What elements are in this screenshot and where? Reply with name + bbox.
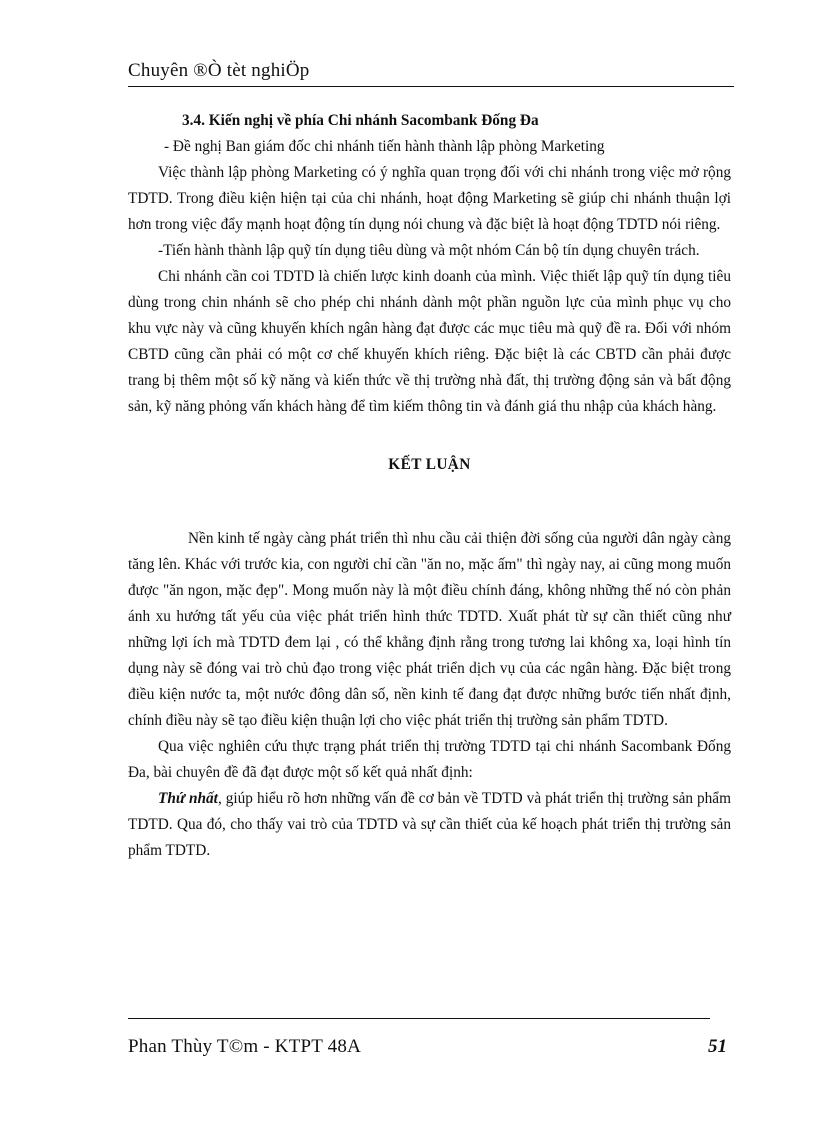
page-number: 51	[708, 1036, 727, 1057]
marketing-paragraph: Việc thành lập phòng Marketing có ý nghĩa quan trọng đối với chi nhánh trong việc mở rộng TDTD. Trong điều kiện hiện tại của chi nhánh, hoạt động Marketing sẽ giúp chi nhánh thuận lợi hơn trong việc đẩy mạnh hoạt động tín dụng nói chung và đặc biệt là hoạt động TDTD nói riêng.	[128, 164, 731, 233]
consumer-fund-line: -Tiến hành thành lập quỹ tín dụng tiêu dùng và một nhóm Cán bộ tín dụng chuyên trách.	[158, 242, 700, 259]
header-title: Chuyên ®Ò tèt nghiÖp	[128, 60, 310, 81]
footer-author: Phan Thùy T©m - KTPT 48A	[128, 1036, 361, 1057]
footer-rule	[128, 1018, 710, 1019]
section-heading: 3.4. Kiến nghị về phía Chi nhánh Sacombank Đống Đa	[182, 112, 539, 129]
first-point-lead: Thứ nhất	[158, 790, 218, 807]
first-point-paragraph	[128, 786, 731, 864]
proposal-marketing-line: - Đề nghị Ban giám đốc chi nhánh tiến hành thành lập phòng Marketing	[164, 138, 605, 155]
document-body	[128, 108, 731, 864]
first-point-text: , giúp hiểu rõ hơn những vấn đề cơ bản về TDTD và phát triển thị trường sản phẩm TDTD. Qua đó, cho thấy vai trò của TDTD và sự cần thiết của kế hoạch phát triển thị trường sản phẩm TDTD.	[128, 790, 731, 859]
conclusion-paragraph-2: Qua việc nghiên cứu thực trạng phát triển thị trường TDTD tại chi nhánh Sacombank Đống Đa, bài chuyên đề đã đạt được một số kết quả nhất định:	[128, 738, 731, 781]
strategy-paragraph: Chi nhánh cần coi TDTD là chiến lược kinh doanh của mình. Việc thiết lập quỹ tín dụng tiêu dùng trong chin nhánh sẽ cho phép chi nhánh dành một phần nguồn lực của mình phục vụ cho khu vực này và cũng khuyến khích ngân hàng đạt được các mục tiêu mà quỹ đề ra. Đối với nhóm CBTD cũng cần phải có một cơ chế khuyến khích riêng. Đặc biệt là các CBTD cần phải được trang bị thêm một số kỹ năng và kiến thức về thị trường nhà đất, thị trường động sản và bất động sản, kỹ năng phỏng vấn khách hàng để tìm kiếm thông tin và đánh giá thu nhập của khách hàng.	[128, 268, 731, 415]
conclusion-title: KẾT LUẬN	[388, 456, 471, 473]
page-header	[128, 56, 734, 87]
conclusion-paragraph-1: Nền kinh tế ngày càng phát triển thì nhu cầu cải thiện đời sống của người dân ngày càng tăng lên. Khác với trước kia, con người chỉ cần "ăn no, mặc ấm" thì ngày nay, ai cũng mong muốn được "ăn ngon, mặc đẹp". Mong muốn này là một điều chính đáng, không những thế nó còn phản ánh xu hướng tất yếu của việc phát triển hình thức TDTD. Xuất phát từ sự cần thiết cũng như những lợi ích mà TDTD đem lại , có thể khẳng định rằng trong tương lai không xa, loại hình tín dụng này sẽ đóng vai trò chủ đạo trong việc phát triển dịch vụ của các ngân hàng. Đặc biệt trong điều kiện nước ta, một nước đông dân số, nền kinh tế đang đạt được những bước tiến nhất định, chính điều này sẽ tạo điều kiện thuận lợi cho việc phát triển thị trường sản phẩm TDTD.	[128, 530, 731, 729]
